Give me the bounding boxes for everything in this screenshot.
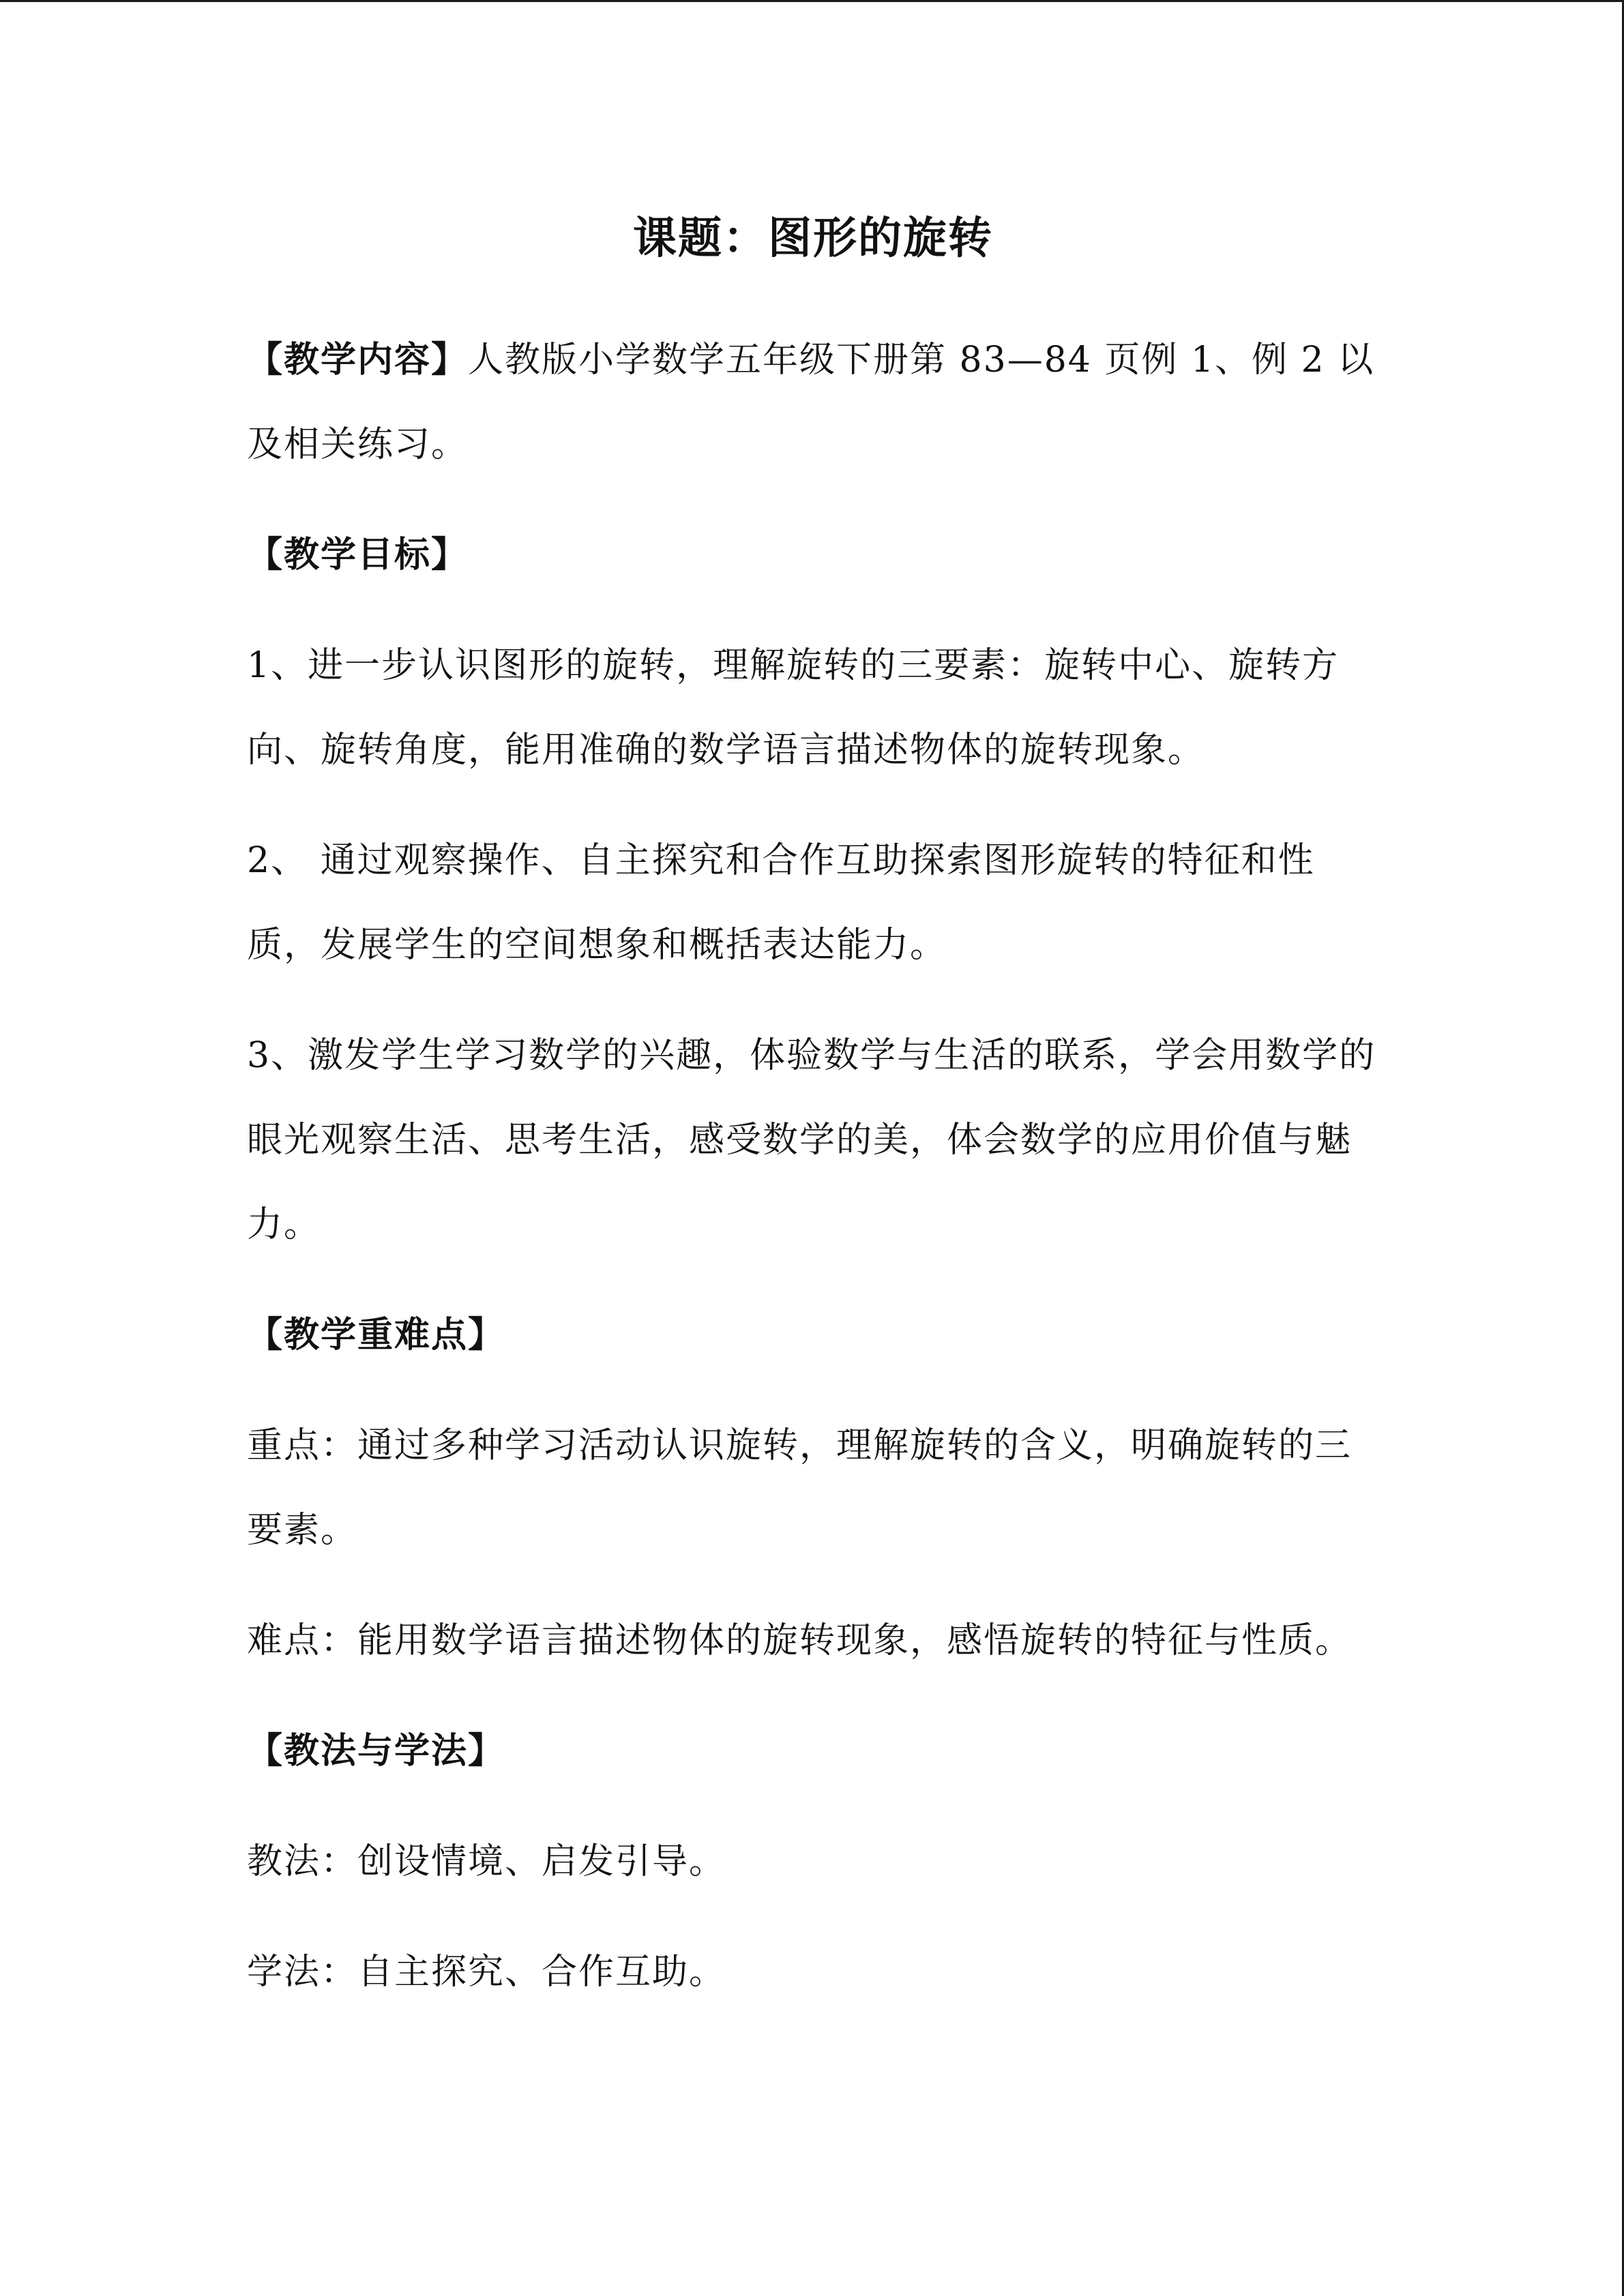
page-border-top	[0, 0, 1624, 2]
key-points-heading: 【教学重难点】	[247, 1315, 505, 1356]
objective-item-2: 2、 通过观察操作、自主探究和合作互助探索图形旋转的特征和性质，发展学生的空间想象和概括表达能力。	[247, 840, 1315, 966]
objective-item-3: 3、激发学生学习数学的兴趣，体验数学与生活的联系，学会用数学的眼光观察生活、思考生活，感受数学的美，体会数学的应用价值与魅力。	[247, 1035, 1376, 1245]
teaching-content-paragraph	[247, 318, 1379, 487]
objectives-heading: 【教学目标】	[247, 535, 469, 576]
teaching-content-text: 人教版小学数学五年级下册第 83—84 页例 1、例 2 以及相关练习。	[247, 340, 1375, 465]
learning-method-text: 学法：自主探究、合作互助。	[247, 1952, 726, 1993]
key-point-text: 重点：通过多种学习活动认识旋转，理解旋转的含义，明确旋转的三要素。	[247, 1425, 1353, 1551]
difficulty-text: 难点：能用数学语言描述物体的旋转现象，感悟旋转的特征与性质。	[247, 1620, 1353, 1661]
teaching-method-text: 教法：创设情境、启发引导。	[247, 1841, 726, 1882]
objective-item-1: 1、进一步认识图形的旋转，理解旋转的三要素：旋转中心、旋转方向、旋转角度，能用准确的数学语言描述物体的旋转现象。	[247, 645, 1340, 771]
page-title: 课题：图形的旋转	[633, 213, 993, 264]
methods-heading: 【教法与学法】	[247, 1731, 505, 1772]
teaching-content-heading: 【教学内容】	[247, 340, 469, 381]
document-body	[247, 198, 1379, 2014]
